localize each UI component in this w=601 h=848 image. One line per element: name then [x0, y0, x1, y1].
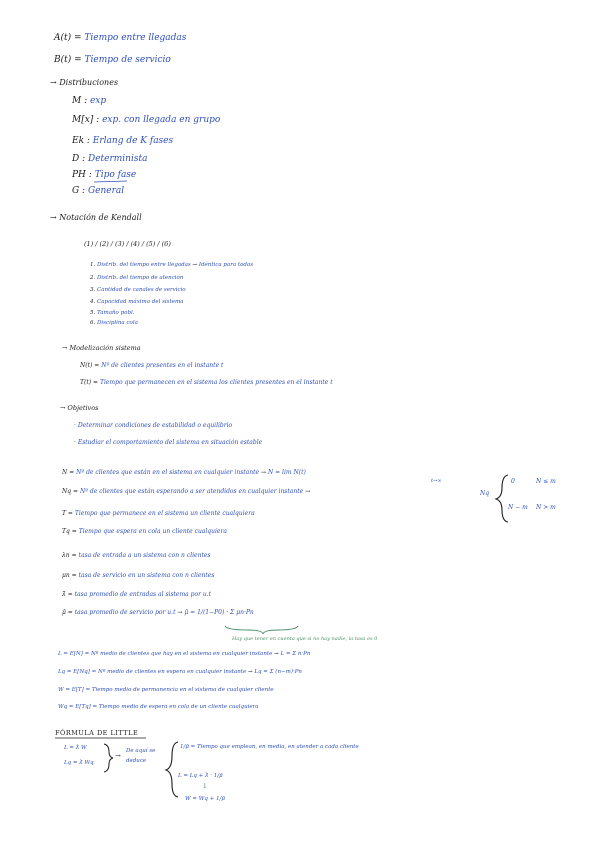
- a-t-line: [54, 34, 186, 43]
- modelizacion-title: → Modelización sistema: [62, 344, 141, 352]
- n-symbol: N =: [62, 469, 75, 476]
- nq-case-1-value: 0: [511, 478, 515, 485]
- tq-symbol: Tq =: [62, 528, 77, 535]
- objetivo-item-1: · Determinar condiciones de estabilidad o equilibrio: [74, 422, 233, 429]
- dist-item-def: Erlang de K fases: [92, 136, 174, 146]
- l-formula: L = Σ n·Pn: [280, 651, 311, 657]
- l-expectation-text: L = E[N] = Nº medio de clientes que hay en el sistema en cualquier instante: [58, 651, 273, 657]
- kendall-item-text: Distrib. del tiempo de atención: [97, 275, 184, 281]
- mu-formula-brace: [225, 626, 298, 634]
- dist-item-symbol: Ek :: [72, 136, 90, 146]
- n-limit-subscript: t→∞: [431, 478, 442, 484]
- little-w-expression: W = Wq + 1/μ̄: [185, 796, 225, 802]
- kendall-item-text: Distrib. del tiempo entre llegadas: [97, 262, 191, 268]
- arrow-right-icon: →: [305, 488, 311, 495]
- kendall-item-number: 5.: [90, 310, 96, 316]
- kendall-item-6: [90, 321, 138, 327]
- tq-definition: Tiempo que espera en cola un cliente cualquiera: [78, 528, 227, 535]
- mu-bar-line: [62, 610, 254, 616]
- l-expectation-line: [58, 652, 310, 658]
- n-t-line: [80, 363, 223, 369]
- t-definition-line: [62, 511, 255, 517]
- kendall-title: → Notación de Kendall: [50, 213, 142, 222]
- arrow-down-icon: ↓: [202, 782, 208, 790]
- n-limit-formula: N = lim N(t): [267, 469, 306, 476]
- underline-tipo-fase: [94, 181, 127, 182]
- arrow-right-icon: →: [274, 651, 279, 657]
- lambda-bar-line: [62, 592, 211, 598]
- little-deduce-text-1: De aquí se: [126, 748, 156, 754]
- dist-item-def: Determinista: [87, 154, 148, 164]
- lq-expectation-line: [58, 670, 302, 676]
- kendall-item-number: 3.: [90, 287, 96, 293]
- lambda-bar-definition: tasa promedio de entradas al sistema por u.t: [74, 591, 212, 598]
- nq-case-2-condition: N > m: [536, 504, 556, 511]
- kendall-item-number: 4.: [90, 299, 96, 305]
- dist-item-ek: [72, 137, 173, 146]
- lambda-bar-symbol: λ̄ =: [62, 591, 73, 598]
- little-eq-2: Lq = λ̄ Wq: [64, 760, 94, 766]
- a-t-definition: Tiempo entre llegadas: [84, 33, 187, 43]
- kendall-item-note: Idéntica para todas: [198, 262, 254, 268]
- little-eq-1: L = λ̄ W: [64, 745, 87, 751]
- arrow-right-icon: →: [177, 609, 183, 616]
- kendall-item-number: 6.: [90, 320, 96, 326]
- kendall-item-text: Tamaño pobl.: [97, 310, 135, 316]
- little-deduce-text-2: deduce: [126, 758, 147, 764]
- kendall-item-number: 2.: [90, 275, 96, 281]
- mu-bar-symbol: μ̄ =: [62, 609, 73, 616]
- kendall-item-text: Disciplina cola: [97, 320, 138, 326]
- kendall-item-text: Capacidad máxima del sistema: [97, 299, 184, 305]
- arrow-right-icon: →: [248, 669, 253, 675]
- a-t-symbol: A(t) =: [54, 33, 82, 43]
- lambda-n-line: [62, 553, 210, 559]
- arrow-right-icon: →: [192, 262, 198, 268]
- nq-cases-brace: [496, 475, 508, 522]
- dist-item-symbol: G :: [72, 186, 86, 196]
- dist-item-symbol: M[x] :: [72, 115, 100, 125]
- kendall-item-5: [90, 311, 134, 317]
- t-t-line: [80, 380, 333, 386]
- mu-n-symbol: μn =: [62, 572, 77, 579]
- lq-formula: Lq = Σ (n−m)·Pn: [254, 669, 302, 675]
- dist-item-mx: [72, 116, 220, 125]
- t-t-definition: Tiempo que permanecen en el sistema los clientes presentes en el instante t: [99, 379, 333, 386]
- nq-definition: Nº de clientes que están esperando a ser atendidos en cualquier instante: [79, 488, 304, 495]
- lambda-n-symbol: λn =: [62, 552, 77, 559]
- nq-definition-line: [62, 489, 310, 495]
- distribuciones-title: → Distribuciones: [50, 78, 119, 87]
- n-definition: Nº de clientes que están en el sistema en cualquier instante: [76, 469, 260, 476]
- mu-bar-formula: μ̄ = 1/(1−P0) · Σ μn·Pn: [184, 609, 254, 616]
- n-t-symbol: N(t) =: [80, 362, 100, 369]
- objetivo-item-2: · Estudiar el comportamiento del sistema en situación estable: [74, 439, 263, 446]
- arrow-right-icon: →: [115, 752, 121, 760]
- little-title: FÓRMULA DE LITTLE: [55, 729, 139, 737]
- mu-bar-note: Hay que tener en cuenta que si no hay nadie, la tasa es 0: [232, 636, 378, 642]
- nq-case-1-condition: N ≤ m: [536, 478, 556, 485]
- nq-symbol: Nq =: [62, 488, 79, 495]
- n-t-definition: Nº de clientes presentes en el instante t: [101, 362, 224, 369]
- kendall-item-text: Cantidad de canales de servicio: [97, 287, 186, 293]
- tq-definition-line: [62, 529, 227, 535]
- little-mu-definition: Tiempo que emplean, en media, en atender a cada cliente: [197, 744, 359, 750]
- little-mu-line: [180, 745, 359, 751]
- mu-n-line: [62, 573, 214, 579]
- dist-item-def: exp. con llegada en grupo: [102, 115, 221, 125]
- objetivos-title: → Objetivos: [60, 404, 99, 412]
- dist-item-def: exp: [89, 96, 107, 106]
- b-t-line: [54, 56, 171, 65]
- dist-item-m: [72, 97, 106, 106]
- nq-case-2-value: N − m: [508, 504, 528, 511]
- kendall-item-number: 1.: [90, 262, 96, 268]
- wq-expectation-line: Wq = E[Tq] = Tiempo medio de espera en cola de un cliente cualquiera: [58, 704, 259, 710]
- kendall-item-4: [90, 300, 183, 306]
- kendall-format: (1) / (2) / (3) / (4) / (5) / (6): [84, 240, 171, 248]
- b-t-definition: Tiempo de servicio: [84, 55, 171, 65]
- n-definition-line: [62, 470, 306, 476]
- little-mu-expression: 1/μ̄ =: [180, 744, 196, 750]
- lambda-n-definition: tasa de entrada a un sistema con n clientes: [78, 552, 211, 559]
- mu-n-definition: tasa de servicio en un sistema con n clientes: [78, 572, 215, 579]
- nq-lhs: Nq: [480, 490, 490, 497]
- t-definition: Tiempo que permanece en el sistema un cliente cualquiera: [74, 510, 255, 517]
- little-eq-brace: [104, 744, 113, 772]
- t-symbol: T =: [62, 510, 73, 517]
- little-deduce-brace: [166, 742, 178, 797]
- dist-item-symbol: D :: [72, 154, 86, 164]
- dist-item-symbol: M :: [72, 96, 88, 106]
- dist-item-g: [72, 187, 124, 196]
- kendall-item-2: [90, 276, 183, 282]
- dist-item-d: [72, 155, 147, 164]
- b-t-symbol: B(t) =: [54, 55, 82, 65]
- lq-expectation-text: Lq = E[Nq] = Nº medio de clientes en espera en cualquier instante: [58, 669, 247, 675]
- little-l-expression: L = Lq + λ̄ · 1/μ̄: [178, 773, 223, 779]
- mu-bar-definition: tasa promedio de servicio por u.t: [74, 609, 176, 616]
- dist-item-symbol: PH :: [72, 170, 92, 180]
- kendall-item-1: [90, 263, 253, 269]
- dist-item-ph: [72, 171, 136, 180]
- arrow-right-icon: →: [261, 469, 267, 476]
- t-t-symbol: T(t) =: [80, 379, 99, 386]
- w-expectation-line: W = E[T] = Tiempo medio de permanencia en el sistema de cualquier cliente: [58, 687, 274, 693]
- kendall-item-3: [90, 288, 186, 294]
- dist-item-def: Tipo fase: [94, 170, 137, 180]
- dist-item-def: General: [87, 186, 125, 196]
